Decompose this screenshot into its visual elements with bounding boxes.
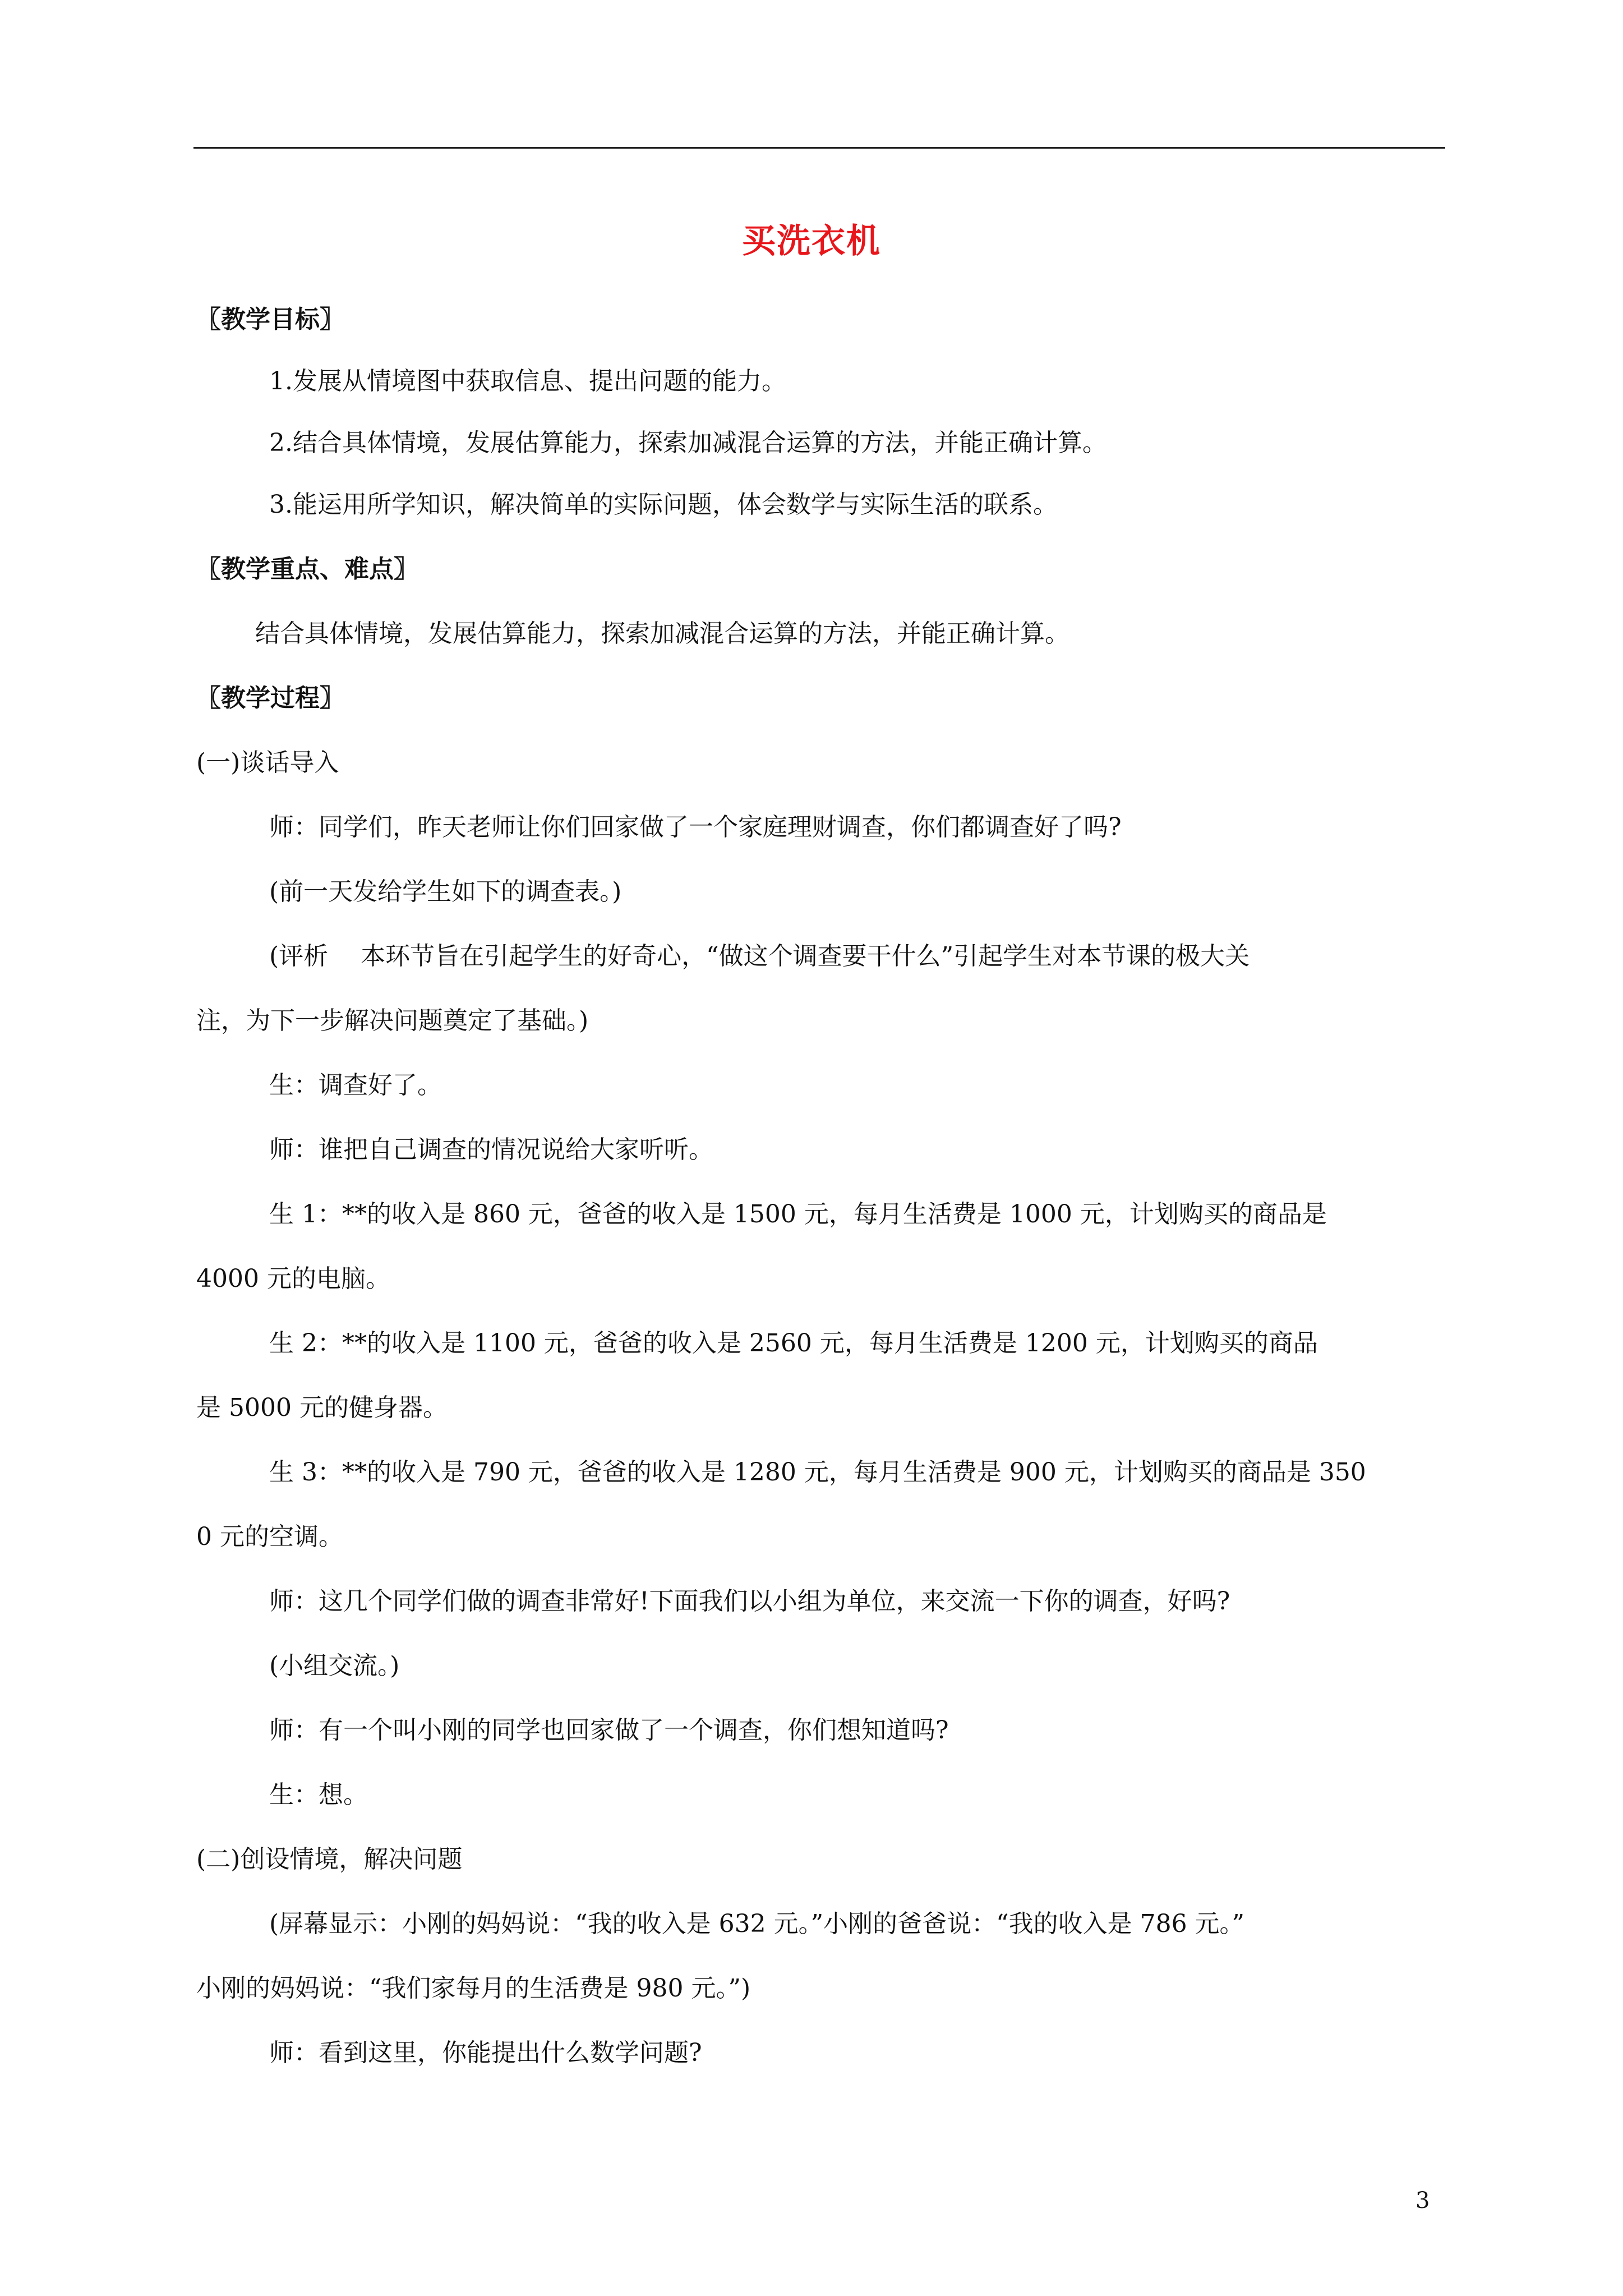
- paragraph-continuation: 注，为下一步解决问题奠定了基础。): [196, 1006, 589, 1035]
- paragraph-continuation: 0 元的空调。: [196, 1522, 343, 1551]
- paragraph: (小组交流。): [269, 1651, 400, 1680]
- paragraph: (屏幕显示：小刚的妈妈说：“我的收入是 632 元。”小刚的爸爸说：“我的收入是 786 元。”: [269, 1910, 1245, 1938]
- paragraph: 师：有一个叫小刚的同学也回家做了一个调查，你们想知道吗?: [269, 1716, 949, 1745]
- page-number: 3: [1415, 2188, 1430, 2214]
- paragraph-continuation: 是 5000 元的健身器。: [196, 1393, 448, 1422]
- section-heading-objectives: 〖教学目标〗: [196, 305, 344, 334]
- paragraph: 结合具体情境，发展估算能力，探索加减混合运算的方法，并能正确计算。: [255, 619, 1069, 648]
- section-heading-process: 〖教学过程〗: [196, 684, 344, 712]
- subsection-heading: (二)创设情境，解决问题: [196, 1845, 463, 1874]
- paragraph-continuation: 4000 元的电脑。: [196, 1264, 390, 1293]
- objective-item: 2.结合具体情境，发展估算能力，探索加减混合运算的方法，并能正确计算。: [269, 429, 1107, 457]
- paragraph-continuation: 小刚的妈妈说：“我们家每月的生活费是 980 元。”): [196, 1974, 751, 2003]
- paragraph: 生 3：**的收入是 790 元，爸爸的收入是 1280 元，每月生活费是 900 元，计划购买的商品是 350: [269, 1458, 1366, 1487]
- section-heading-key-points: 〖教学重点、难点〗: [196, 555, 418, 583]
- paragraph: 生：想。: [269, 1780, 368, 1809]
- header-rule: [193, 147, 1445, 149]
- paragraph: 师：同学们，昨天老师让你们回家做了一个家庭理财调查，你们都调查好了吗?: [269, 813, 1122, 841]
- paragraph: 生 1：**的收入是 860 元，爸爸的收入是 1500 元，每月生活费是 1000 元，计划购买的商品是: [269, 1200, 1327, 1228]
- page-title: 买洗衣机: [742, 222, 881, 261]
- paragraph: (评析 本环节旨在引起学生的好奇心，“做这个调查要干什么”引起学生对本节课的极大关: [269, 942, 1250, 970]
- paragraph: 师：看到这里，你能提出什么数学问题?: [269, 2039, 702, 2067]
- paragraph: 生：调查好了。: [269, 1071, 442, 1099]
- objective-item: 3.能运用所学知识，解决简单的实际问题，体会数学与实际生活的联系。: [269, 490, 1058, 519]
- paragraph: 师：谁把自己调查的情况说给大家听听。: [269, 1135, 713, 1164]
- objective-item: 1.发展从情境图中获取信息、提出问题的能力。: [269, 367, 786, 395]
- paragraph: 生 2：**的收入是 1100 元，爸爸的收入是 2560 元，每月生活费是 1200 元，计划购买的商品: [269, 1329, 1318, 1358]
- subsection-heading: (一)谈话导入: [196, 748, 339, 777]
- paragraph: (前一天发给学生如下的调查表。): [269, 877, 622, 906]
- paragraph: 师：这几个同学们做的调查非常好!下面我们以小组为单位，来交流一下你的调查，好吗?: [269, 1587, 1230, 1616]
